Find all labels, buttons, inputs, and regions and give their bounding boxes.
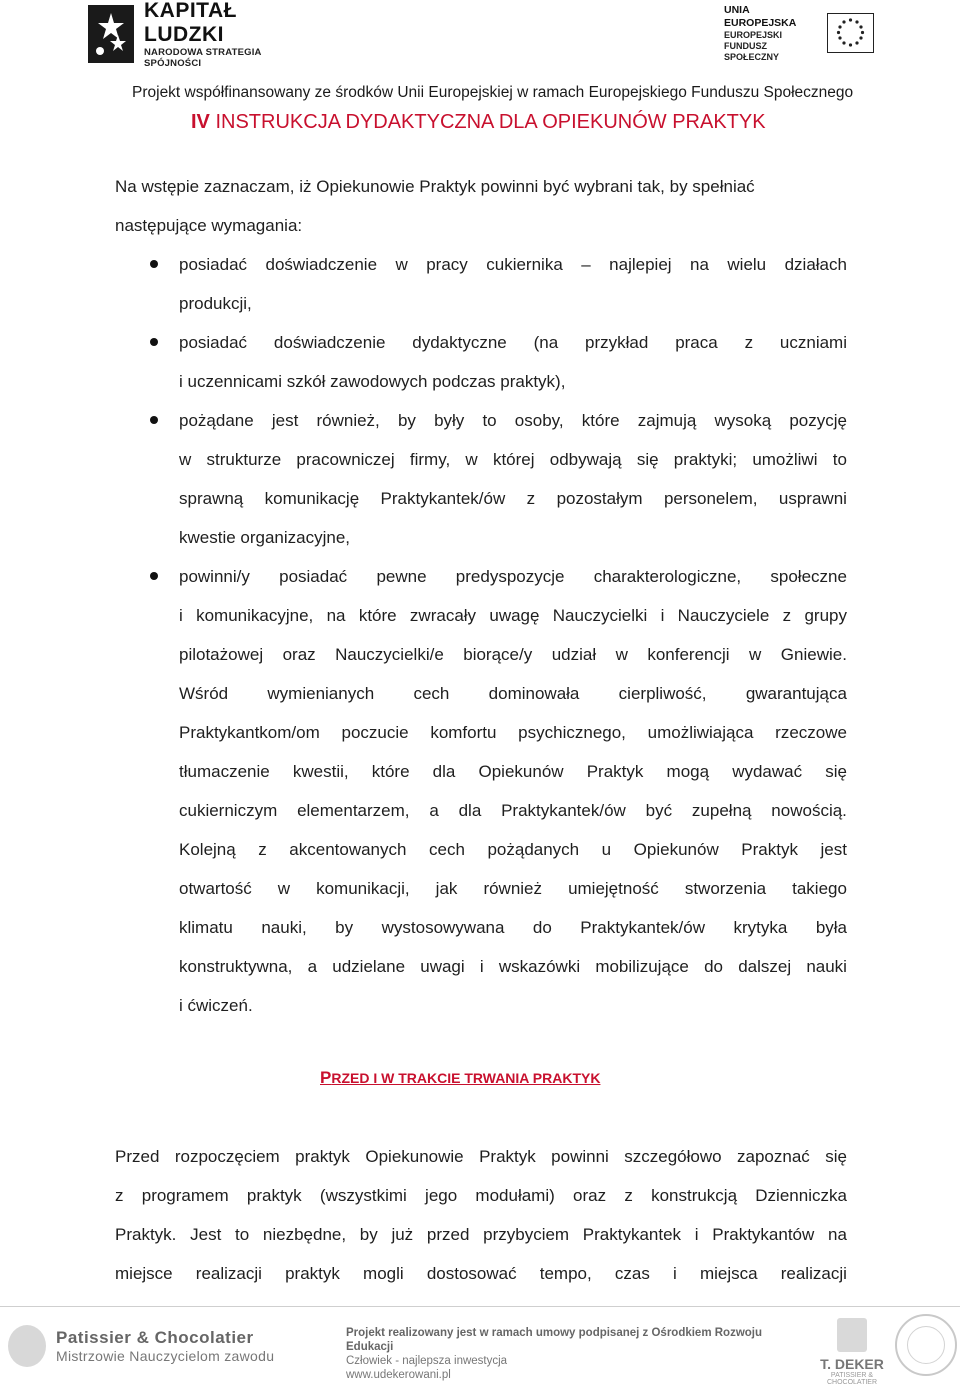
word: pewne [376,567,427,586]
word: komunikację [264,489,360,508]
word: której [492,450,535,469]
list-item [115,323,847,401]
word: które [581,411,620,430]
eu-flag-icon [827,13,874,53]
text-line [115,1137,847,1176]
word: takiego [792,879,847,898]
kapital-ludzki-title: KAPITAŁ LUDZKI [144,0,237,46]
text-line [179,245,847,284]
footer-info-line: Projekt realizowany jest w ramach umowy podpisanej z Ośrodkiem Rozwoju Edukacji [346,1327,763,1353]
word: na [828,1225,847,1244]
eu-subtitle-1: EUROPEJSKI [724,29,783,40]
text-line [179,401,847,440]
pc-subtitle: Mistrzowie Nauczycielom zawodu [56,1348,275,1364]
word: umożliwi [752,450,818,469]
word: w [277,879,291,898]
bullet-icon [150,572,158,580]
text-line [115,1254,847,1293]
intro-line: Na wstępie zaznaczam, iż Opiekunowie Praktyk powinni być wybrani tak, by spełniać [115,177,755,196]
closing-paragraph [115,1137,847,1293]
text-line [179,830,847,869]
word: programem [141,1186,229,1205]
word: wysoką [714,411,772,430]
word: (wszystkimi [319,1186,407,1205]
word: sprawną [179,489,244,508]
word: poczucie [341,723,409,742]
association-stamp-icon [895,1314,957,1376]
text-line [179,323,847,362]
word: strukturze [206,450,282,469]
word: usprawni [778,489,847,508]
word: z [744,333,754,352]
word: konstruktywna, [179,957,293,976]
word: tłumaczenie [179,762,270,781]
word: praktyk [246,1186,302,1205]
word: elementarzem, [297,801,410,820]
word: mogą [666,762,710,781]
word: Wśród [179,684,229,703]
footer-divider [0,1306,960,1307]
text-line [179,869,847,908]
word: grupy [804,606,847,625]
word: z [258,840,267,859]
word: do [704,957,723,976]
word: mogli [363,1264,404,1283]
word: zupełną [691,801,752,820]
text-line [179,440,847,479]
word: miejsce [115,1264,173,1283]
word: psychicznego, [518,723,626,742]
word: na [690,255,709,274]
footer-website-link[interactable]: www.udekerowani.pl [346,1369,451,1381]
word: Praktykantek [582,1225,682,1244]
word: wystosowywana [381,918,505,937]
word: komfortu [430,723,497,742]
word: Dzienniczka [755,1186,847,1205]
word: Nauczyciele [677,606,770,625]
word: dla [432,762,456,781]
word: nowością. [771,801,847,820]
word: to [482,411,497,430]
bullet-icon [150,416,158,424]
section-title-initial: P [320,1068,332,1087]
text-line: produkcji, [179,294,252,313]
word: realizacji [195,1264,262,1283]
patissier-chocolatier-logo [8,1320,308,1372]
word: praca [675,333,718,352]
word: tempo, [539,1264,592,1283]
word: cierpliwość, [618,684,707,703]
word: się [825,1147,847,1166]
word: jego [425,1186,458,1205]
section-title [320,1068,600,1088]
word: przed [426,1225,470,1244]
word: się [825,762,847,781]
word: w [615,645,628,664]
word: pozostałym [556,489,643,508]
word: z [782,606,792,625]
word: osoby, [514,411,564,430]
word: w [749,645,762,664]
word: być [645,801,673,820]
word: i [673,1264,677,1283]
word: praktyki; [673,450,738,469]
word: mobilizujące [595,957,689,976]
kapital-ludzki-logo [88,0,298,69]
kapital-ludzki-subtitle: NARODOWA STRATEGIA SPÓJNOŚCI [144,47,262,69]
word: zwracały [409,606,477,625]
word: wymienianych [267,684,375,703]
word: posiadać [179,255,248,274]
word: cukiernika [486,255,563,274]
word: komunikacji, [316,879,410,898]
word: konstrukcją [651,1186,738,1205]
word: uwagi [420,957,465,976]
word: cukierniczym [179,801,278,820]
word: na [326,606,346,625]
word: firmy, [409,450,451,469]
word: i [179,606,183,625]
word: udzielane [332,957,406,976]
word: z [526,489,536,508]
kapital-ludzki-emblem-icon [88,5,134,63]
word: a [307,957,318,976]
word: zajmują [637,411,697,430]
word: Praktykantów [712,1225,815,1244]
word: kwestii, [292,762,349,781]
word: z [624,1186,633,1205]
deker-emblem-icon [837,1318,867,1352]
word: u [601,840,612,859]
text-line [179,752,847,791]
text-line [179,596,847,635]
word: rozpoczęciem [174,1147,280,1166]
word: charakterologiczne, [593,567,742,586]
word: doświadczenie [265,255,378,274]
word: pożądanych [487,840,580,859]
word: czas [614,1264,650,1283]
word: by [397,411,416,430]
word: Gniewie. [780,645,847,664]
word: to [832,450,847,469]
word: nauki [806,957,847,976]
word: przykład [585,333,649,352]
word: wielu [727,255,767,274]
word: przybyciem [483,1225,570,1244]
word: Kolejną [179,840,236,859]
word: Praktyk [479,1147,536,1166]
word: uwagę [489,606,540,625]
word: – [581,255,591,274]
page-header [0,0,960,110]
requirements-list [115,245,847,1025]
word: posiadać [279,567,348,586]
word: konferencji [647,645,730,664]
word: Nauczycielki [552,606,648,625]
word: również, [316,411,380,430]
word: praktyk [285,1264,340,1283]
word: dominowała [488,684,580,703]
deker-logo [812,1318,892,1386]
word: krytyka [733,918,788,937]
word: umożliwiająca [647,723,754,742]
eu-subtitle-2: FUNDUSZ SPOŁECZNY [724,40,780,62]
word: a [429,801,439,820]
word: predyspozycje [455,567,565,586]
title-text: INSTRUKCJA DYDAKTYCZNA DLA OPIEKUNÓW PRAKTYK [209,111,766,133]
word: dla [458,801,482,820]
page-title [191,111,766,134]
word: Praktykantek/ów [380,489,506,508]
word: udział [551,645,597,664]
word: Przed [115,1147,160,1166]
title-prefix: IV [191,111,210,133]
word: otwartość [179,879,252,898]
word: była [815,918,847,937]
footer-info [346,1326,776,1382]
word: również [483,879,543,898]
word: wskazówki [498,957,581,976]
word: by [359,1225,378,1244]
word: Opiekunowie [365,1147,464,1166]
word: w [395,255,408,274]
text-line [179,674,847,713]
text-line [179,908,847,947]
word: powinni [551,1147,609,1166]
text-line: i ćwiczeń. [179,996,253,1015]
word: modułami) [475,1186,555,1205]
footer-info-line: Człowiek - najlepsza inwestycja [346,1355,508,1367]
bullet-icon [150,338,158,346]
deker-name: T. DEKER [820,1356,884,1372]
word: Opiekunów [633,840,719,859]
word: cech [429,840,465,859]
word: (na [533,333,559,352]
word: które [371,762,410,781]
word: najlepiej [609,255,672,274]
word: by [335,918,354,937]
deker-subtitle: PATISSIER & CHOCOLATIER [826,1372,878,1386]
text-line [115,1176,847,1215]
word: i [479,957,484,976]
text-line [179,635,847,674]
word: Praktyk. [115,1225,177,1244]
word: oraz [573,1186,607,1205]
text-line [179,713,847,752]
word: personelem, [663,489,758,508]
word: Praktykantek/ów [501,801,626,820]
word: i [694,1225,699,1244]
word: Praktykantkom/om [179,723,320,742]
word: w [179,450,192,469]
cofinance-note: Projekt współfinansowany ze środków Unii Europejskiej w ramach Europejskiego Funduszu Społecznego [132,84,854,101]
word: Nauczycielki/e [335,645,444,664]
text-line [179,791,847,830]
word: szczegółowo [624,1147,722,1166]
word: praktyk [295,1147,350,1166]
word: uczniami [779,333,847,352]
word: posiadać [179,333,248,352]
section-title-rest: RZED I W TRAKCIE TRWANIA PRAKTYK [331,1070,601,1086]
word: dydaktyczne [412,333,507,352]
word: Praktykantek/ów [580,918,706,937]
word: Praktyk [586,762,644,781]
word: komunikacyjne, [196,606,314,625]
word: z [115,1186,124,1205]
word: realizacji [780,1264,847,1283]
word: i [660,606,665,625]
pc-title: Patissier & Chocolatier [56,1328,254,1347]
word: klimatu [179,918,233,937]
word: się [636,450,659,469]
bullet-icon [150,260,158,268]
word: pracy [426,255,468,274]
word: dalszej [738,957,792,976]
list-item [115,557,847,1025]
word: niezbędne, [262,1225,347,1244]
word: doświadczenie [273,333,386,352]
word: były [434,411,465,430]
text-line: kwestie organizacyjne, [179,528,351,547]
page-footer [0,1314,960,1387]
word: działach [784,255,847,274]
word: pilotażowej [179,645,264,664]
intro-paragraph [115,167,847,245]
word: miejsca [699,1264,758,1283]
word: Jest [190,1225,222,1244]
word: w [465,450,478,469]
word: pożądane [179,411,254,430]
word: zapoznać [737,1147,810,1166]
text-line [179,557,847,596]
word: społeczne [770,567,847,586]
word: do [532,918,552,937]
list-item [115,401,847,557]
word: Praktyk [741,840,798,859]
word: wydawać [732,762,803,781]
intro-line: następujące wymagania: [115,216,303,235]
word: odbywają [549,450,622,469]
text-line: i uczennicami szkół zawodowych podczas praktyk), [179,372,566,391]
eu-logo [724,3,874,62]
word: cech [413,684,450,703]
word: które [358,606,397,625]
word: już [391,1225,414,1244]
word: Opiekunów [478,762,564,781]
word: pracowniczej [296,450,395,469]
text-line [179,479,847,518]
list-item [115,245,847,323]
word: jak [435,879,458,898]
word: powinni/y [179,567,250,586]
word: umiejętność [568,879,659,898]
word: pozycję [789,411,847,430]
cake-icon [8,1325,46,1367]
word: biorące/y [463,645,533,664]
word: jest [820,840,847,859]
word: gwarantująca [745,684,847,703]
text-line [115,1215,847,1254]
word: akcentowanych [289,840,407,859]
word: nauki, [261,918,307,937]
word: rzeczowe [775,723,847,742]
word: oraz [282,645,316,664]
text-line [179,947,847,986]
eu-title: UNIA EUROPEJSKA [724,3,797,29]
word: jest [271,411,299,430]
word: stworzenia [684,879,767,898]
word: dostosować [426,1264,517,1283]
word: to [235,1225,250,1244]
